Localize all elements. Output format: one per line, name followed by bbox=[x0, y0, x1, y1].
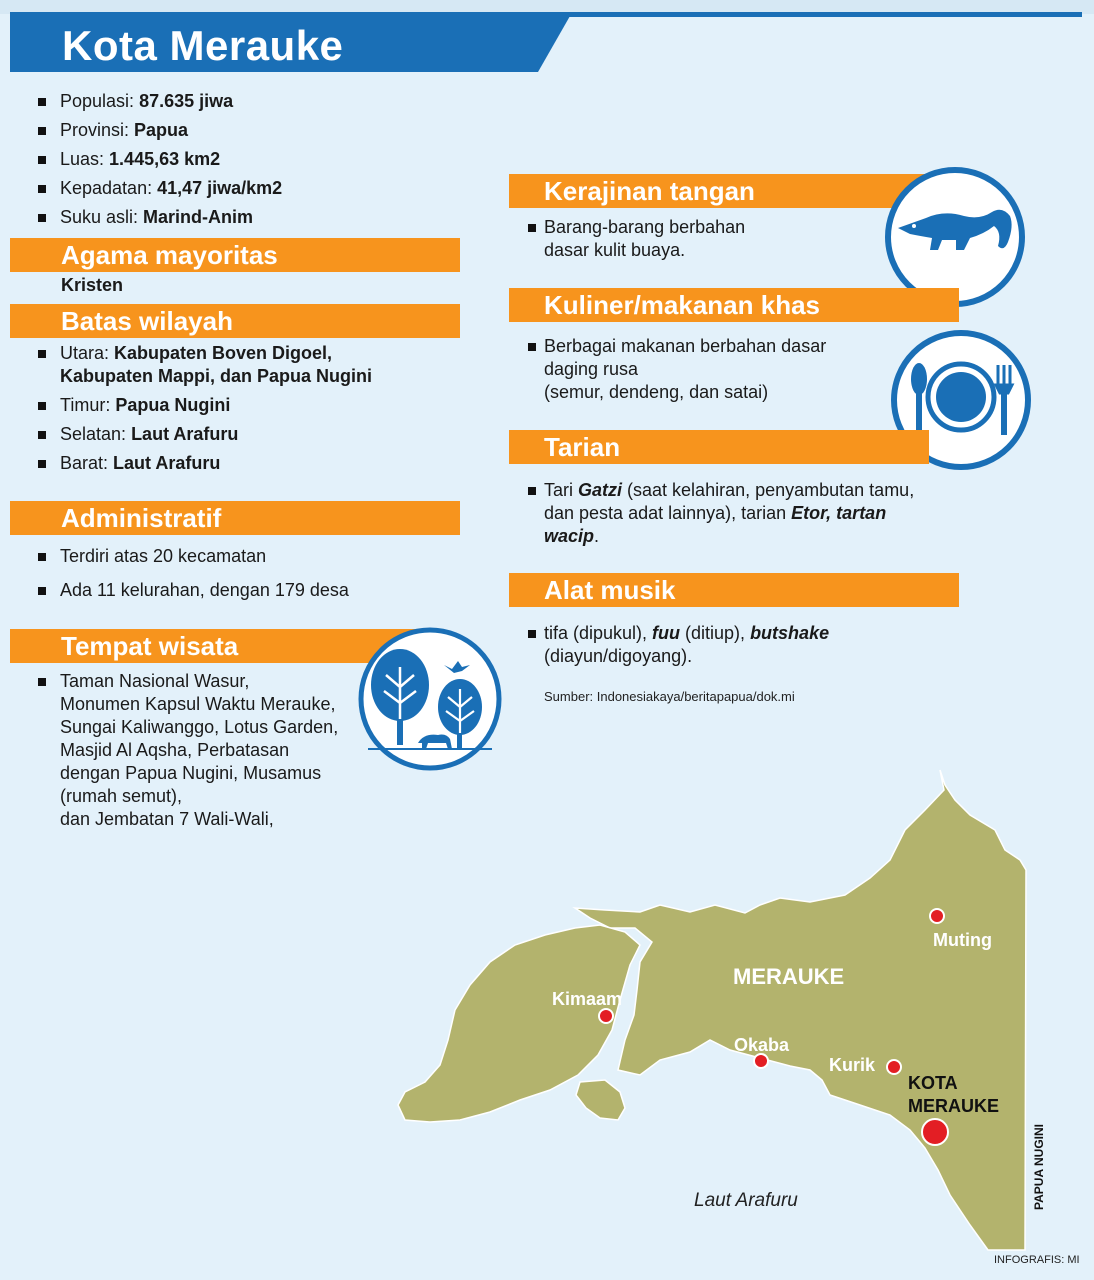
town-marker-kurik bbox=[887, 1060, 901, 1074]
section-header-agama: Agama mayoritas bbox=[10, 238, 460, 272]
list-item: Suku asli: Marind-Anim bbox=[10, 206, 460, 229]
town-label-okaba: Okaba bbox=[734, 1035, 790, 1055]
town-label-kimaam: Kimaam bbox=[552, 989, 623, 1009]
list-item: Timur: Papua Nugini bbox=[10, 394, 460, 417]
capital-marker bbox=[922, 1119, 948, 1145]
list-item: Populasi: 87.635 jiwa bbox=[10, 90, 460, 113]
section-header-wisata: Tempat wisata bbox=[10, 629, 430, 663]
section-header-tarian: Tarian bbox=[509, 430, 929, 464]
list-item: Selatan: Laut Arafuru bbox=[10, 423, 460, 446]
list-item: Berbagai makanan berbahan dasar daging rusa (semur, dendeng, dan satai) bbox=[508, 335, 898, 404]
list-item: Tari Gatzi (saat kelahiran, penyambutan tamu, dan pesta adat lainnya), tarian Etor, tartan wacip. bbox=[508, 479, 948, 548]
capital-label: KOTA MERAUKE bbox=[908, 1073, 1000, 1116]
region-label: MERAUKE bbox=[733, 964, 845, 989]
town-marker-okaba bbox=[754, 1054, 768, 1068]
credit: INFOGRAFIS: MI bbox=[994, 1254, 1080, 1266]
section-header-batas: Batas wilayah bbox=[10, 304, 460, 338]
border-label: PAPUA NUGINI bbox=[1032, 1123, 1046, 1210]
list-item: tifa (dipukul), fuu (ditiup), butshake (diayun/digoyang). bbox=[508, 622, 948, 668]
town-marker-kimaam bbox=[599, 1009, 613, 1023]
town-label-kurik: Kurik bbox=[829, 1055, 876, 1075]
agama-value: Kristen bbox=[61, 275, 124, 295]
section-header-administratif: Administratif bbox=[10, 501, 460, 535]
sea-label: Laut Arafuru bbox=[694, 1190, 798, 1211]
list-item: Kepadatan: 41,47 jiwa/km2 bbox=[10, 177, 460, 200]
section-header-kuliner: Kuliner/makanan khas bbox=[509, 288, 959, 322]
list-item: Taman Nasional Wasur, Monumen Kapsul Waktu Merauke, Sungai Kaliwanggo, Lotus Garden, Masjid Al Aqsha, Perbatasan dengan Papua Nugini, Musamus (rumah semut), dan Jembatan 7 Wali-Wali, bbox=[10, 670, 370, 831]
list-item: Luas: 1.445,63 km2 bbox=[10, 148, 460, 171]
list-item: Terdiri atas 20 kecamatan bbox=[10, 545, 460, 568]
section-header-musik: Alat musik bbox=[509, 573, 959, 607]
list-item: Provinsi: Papua bbox=[10, 119, 460, 142]
section-header-kerajinan: Kerajinan tangan bbox=[509, 174, 929, 208]
list-item: Utara: Kabupaten Boven Digoel, Kabupaten Mappi, dan Papua Nugini bbox=[10, 342, 460, 388]
page-title: Kota Merauke bbox=[62, 22, 344, 69]
list-item: Barang-barang berbahan dasar kulit buaya. bbox=[508, 216, 888, 262]
town-label-muting: Muting bbox=[933, 930, 992, 950]
list-item: Ada 11 kelurahan, dengan 179 desa bbox=[10, 579, 460, 602]
town-marker-muting bbox=[930, 909, 944, 923]
list-item: Barat: Laut Arafuru bbox=[10, 452, 460, 475]
source-note: Sumber: Indonesiakaya/beritapapua/dok.mi bbox=[544, 689, 795, 704]
